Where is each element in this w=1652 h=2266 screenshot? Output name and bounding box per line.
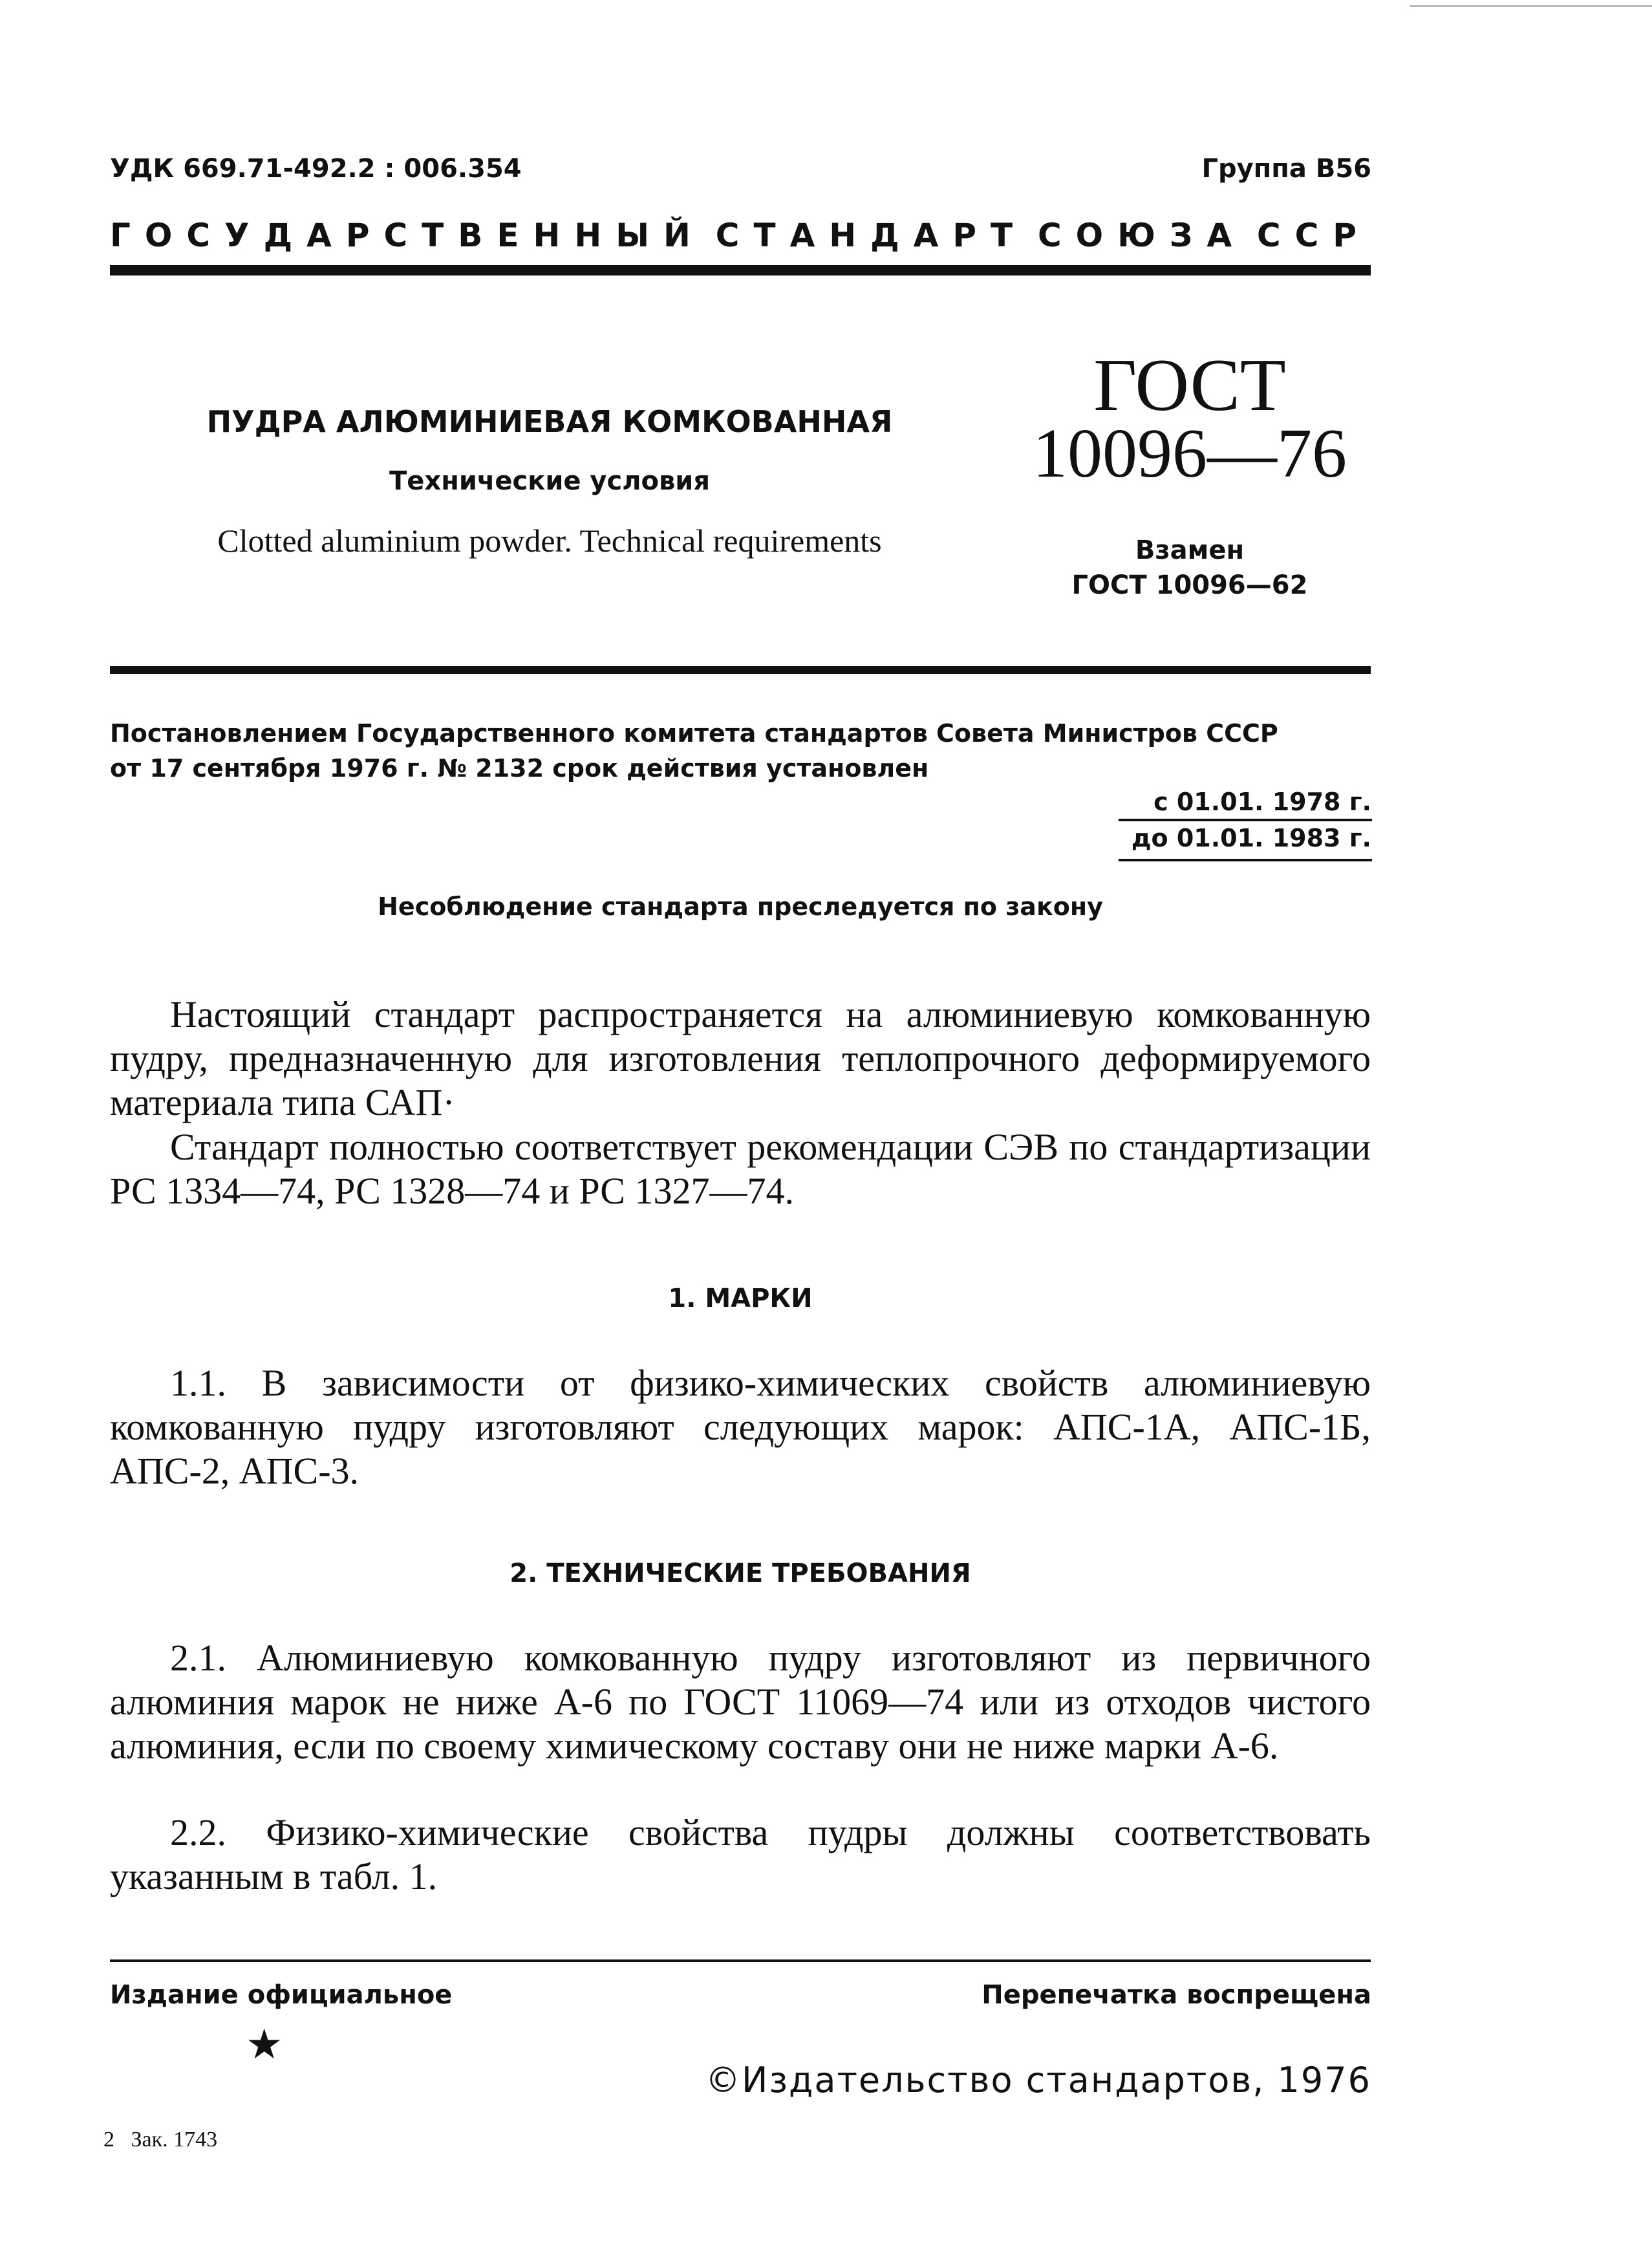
group-code: Группа В56 [1201,154,1371,184]
date-from-underline [1119,819,1372,821]
section-2-heading: 2. ТЕХНИЧЕСКИЕ ТРЕБОВАНИЯ [510,1559,971,1588]
date-to: до 01.01. 1983 г. [1131,824,1371,852]
footer-rule [110,1959,1371,1962]
decree-line-2: от 17 сентября 1976 г. № 2132 срок действия установлен [110,754,929,782]
intro-paragraph-1: Настоящий стандарт распространяется на алюминиевую комкованную пудру, предназначенную для изготовления теплопрочного деформируемого материала типа САП· [110,993,1371,1123]
header-word-4: ССР [1256,217,1371,254]
header-word-2: СТАНДАРТ [715,217,1027,254]
star-icon: ★ [246,2021,283,2069]
clause-2-1: 2.1. Алюминиевую комкованную пудру изготовляют из первичного алюминия марок не ниже А-6 по ГОСТ 11069—74 или из отходов чистого алюминия, если по своему химическому составу они не ниже марки А-6. [110,1637,1371,1767]
document-subtitle: Технические условия [389,466,710,496]
order-number: 2 Зак. 1743 [103,2128,218,2152]
header-word-1: ГОСУДАРСТВЕННЫЙ [110,217,705,254]
clause-1-1: 1.1. В зависимости от физико-химических свойств алюминиевую комкованную пудру изготовляют следующих марок: АПС-1А, АПС-1Б, АПС-2, АПС-3. [110,1362,1371,1492]
english-title: Clotted aluminium powder. Technical requirements [217,523,882,559]
date-from: с 01.01. 1978 г. [1153,788,1371,816]
date-to-underline [1119,859,1372,861]
publisher-copyright: ©Издательство стандартов, 1976 [705,2060,1371,2100]
standard-header [110,217,1371,254]
law-notice: Несоблюдение стандарта преследуется по закону [378,892,1103,921]
document-title: ПУДРА АЛЮМИНИЕВАЯ КОМКОВАННАЯ [206,404,893,439]
clause-2-2: 2.2. Физико-химические свойства пудры должны соответствовать указанным в табл. 1. [110,1811,1371,1897]
header-rule [110,265,1371,275]
top-edge-line [1410,5,1652,7]
udk-code: УДК 669.71-492.2 : 006.354 [110,154,522,184]
title-rule [110,666,1371,674]
replaces-value: ГОСТ 10096—62 [1071,570,1308,600]
gost-number: 10096—76 [1033,415,1347,492]
intro-paragraph-2: Стандарт полностью соответствует рекомендации СЭВ по стандартизации РС 1334—74, РС 1328—74 и РС 1327—74. [110,1126,1371,1212]
gost-label: ГОСТ [1093,344,1286,427]
decree-line-1: Постановлением Государственного комитета стандартов Совета Министров СССР [110,719,1278,748]
header-word-3: СОЮЗА [1037,217,1247,254]
replaces-label: Взамен [1135,535,1245,565]
reprint-prohibited: Перепечатка воспрещена [982,1980,1371,2010]
title-block [110,404,989,559]
official-edition: Издание официальное [110,1980,453,2010]
section-1-heading: 1. МАРКИ [668,1284,813,1313]
